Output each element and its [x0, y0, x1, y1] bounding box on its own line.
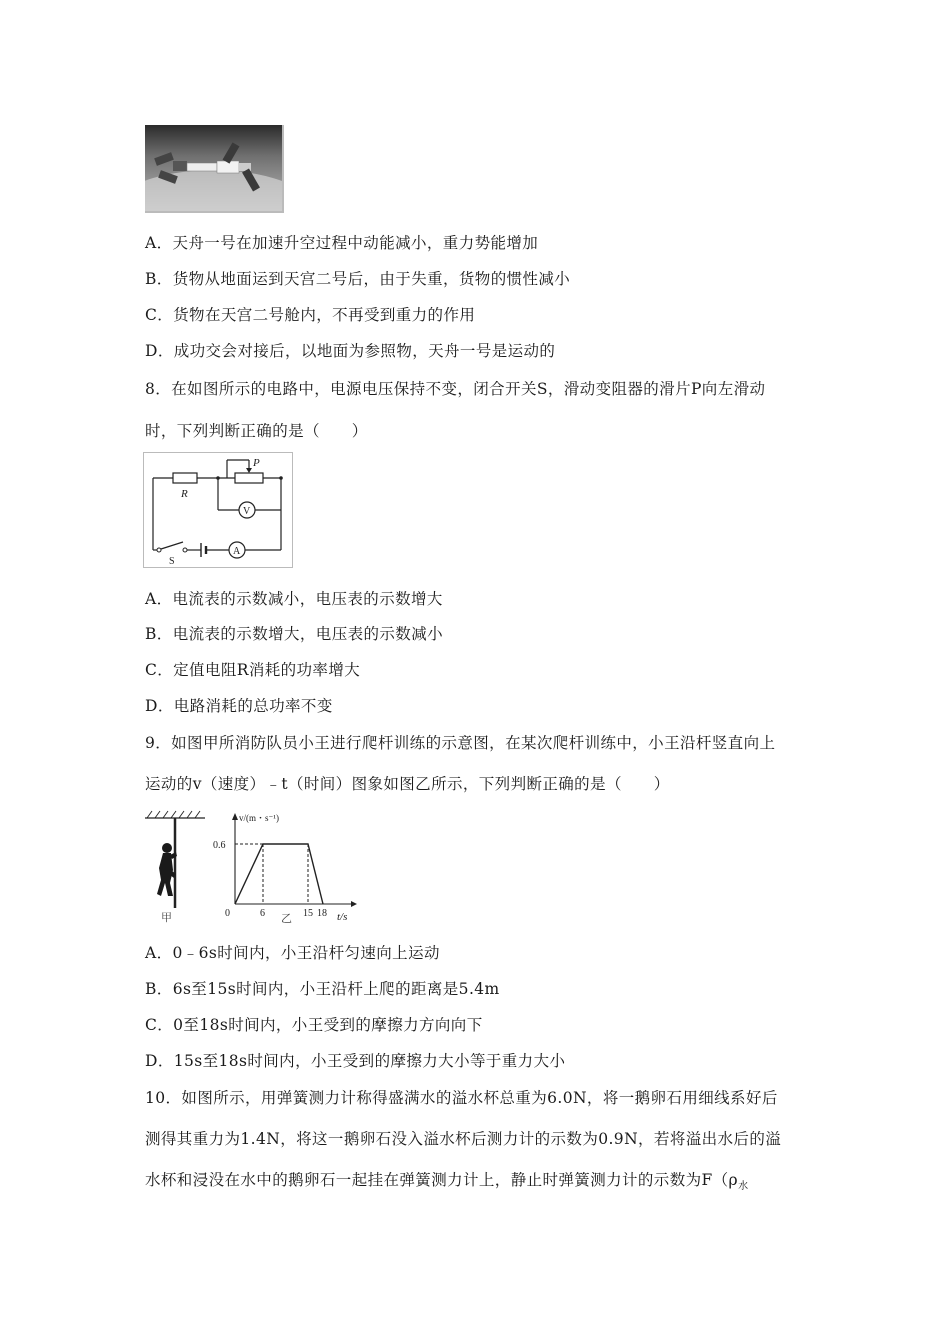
fig-yi-label: 乙	[281, 913, 292, 924]
q8-circuit-diagram	[143, 452, 293, 572]
q9-option-c: C．0至18s时间内，小王受到的摩擦力方向向下	[145, 1016, 483, 1034]
ammeter-label: A	[233, 546, 241, 557]
q7-option-a: A．天舟一号在加速升空过程中动能减小，重力势能增加	[145, 234, 539, 252]
q10-line3-subscript: 水	[738, 1181, 749, 1193]
q7-option-d: D．成功交会对接后，以地面为参照物，天舟一号是运动的	[145, 342, 556, 360]
graph-x-tick-6: 6	[260, 908, 265, 919]
spacecraft-docking-photo	[145, 125, 284, 213]
q10-line3	[145, 1170, 748, 1197]
graph-ylabel: v/(m・s⁻¹)	[239, 813, 279, 823]
graph-xlabel: t/s	[337, 911, 348, 923]
q9-stem-line1: 9．如图甲所消防队员小王进行爬杆训练的示意图，在某次爬杆训练中，小王沿杆竖直向上	[145, 734, 776, 752]
q10-line2: 测得其重力为1.4N，将这一鹅卵石没入溢水杯后测力计的示数为0.9N，若将溢出水后的溢	[145, 1130, 782, 1148]
q8-option-c: C．定值电阻R消耗的功率增大	[145, 661, 361, 679]
q8-stem-line2: 时，下列判断正确的是（ ）	[145, 422, 368, 440]
q10-line3-text: 水杯和浸没在水中的鹅卵石一起挂在弹簧测力计上，静止时弹簧测力计的示数为F（ρ	[145, 1171, 739, 1189]
slider-label: P	[253, 457, 260, 469]
vt-graph-line	[235, 844, 323, 904]
q8-stem-line1: 8．在如图所示的电路中，电源电压保持不变，闭合开关S，滑动变阻器的滑片P向左滑动	[145, 380, 766, 398]
q9-option-b: B．6s至15s时间内，小王沿杆上爬的距离是5.4m	[145, 980, 500, 998]
graph-x-tick-15: 15	[303, 908, 313, 919]
resistor-label: R	[181, 488, 188, 500]
q7-option-c: C．货物在天宫二号舱内，不再受到重力的作用	[145, 306, 476, 324]
graph-x-tick-18: 18	[317, 908, 327, 919]
graph-x-tick-0: 0	[225, 908, 230, 919]
voltmeter-label: V	[243, 506, 251, 517]
graph-y-tick: 0.6	[213, 840, 226, 851]
fig-jia-label: 甲	[161, 912, 172, 924]
q9-option-a: A．0﹣6s时间内，小王沿杆匀速向上运动	[145, 944, 440, 962]
q7-option-b: B．货物从地面运到天宫二号后，由于失重，货物的惯性减小	[145, 270, 571, 288]
q8-option-b: B．电流表的示数增大，电压表的示数减小	[145, 625, 443, 643]
switch-label: S	[169, 556, 175, 567]
q10-line1: 10．如图所示，用弹簧测力计称得盛满水的溢水杯总重为6.0N，将一鹅卵石用细线系好后	[145, 1089, 778, 1107]
q8-option-a: A．电流表的示数减小，电压表的示数增大	[145, 590, 443, 608]
q9-stem-line2: 运动的v（速度）﹣t（时间）图象如图乙所示，下列判断正确的是（ ）	[145, 775, 670, 793]
q9-option-d: D．15s至18s时间内，小王受到的摩擦力大小等于重力大小	[145, 1052, 566, 1070]
q8-option-d: D．电路消耗的总功率不变	[145, 697, 333, 715]
q9-figure	[143, 808, 363, 928]
